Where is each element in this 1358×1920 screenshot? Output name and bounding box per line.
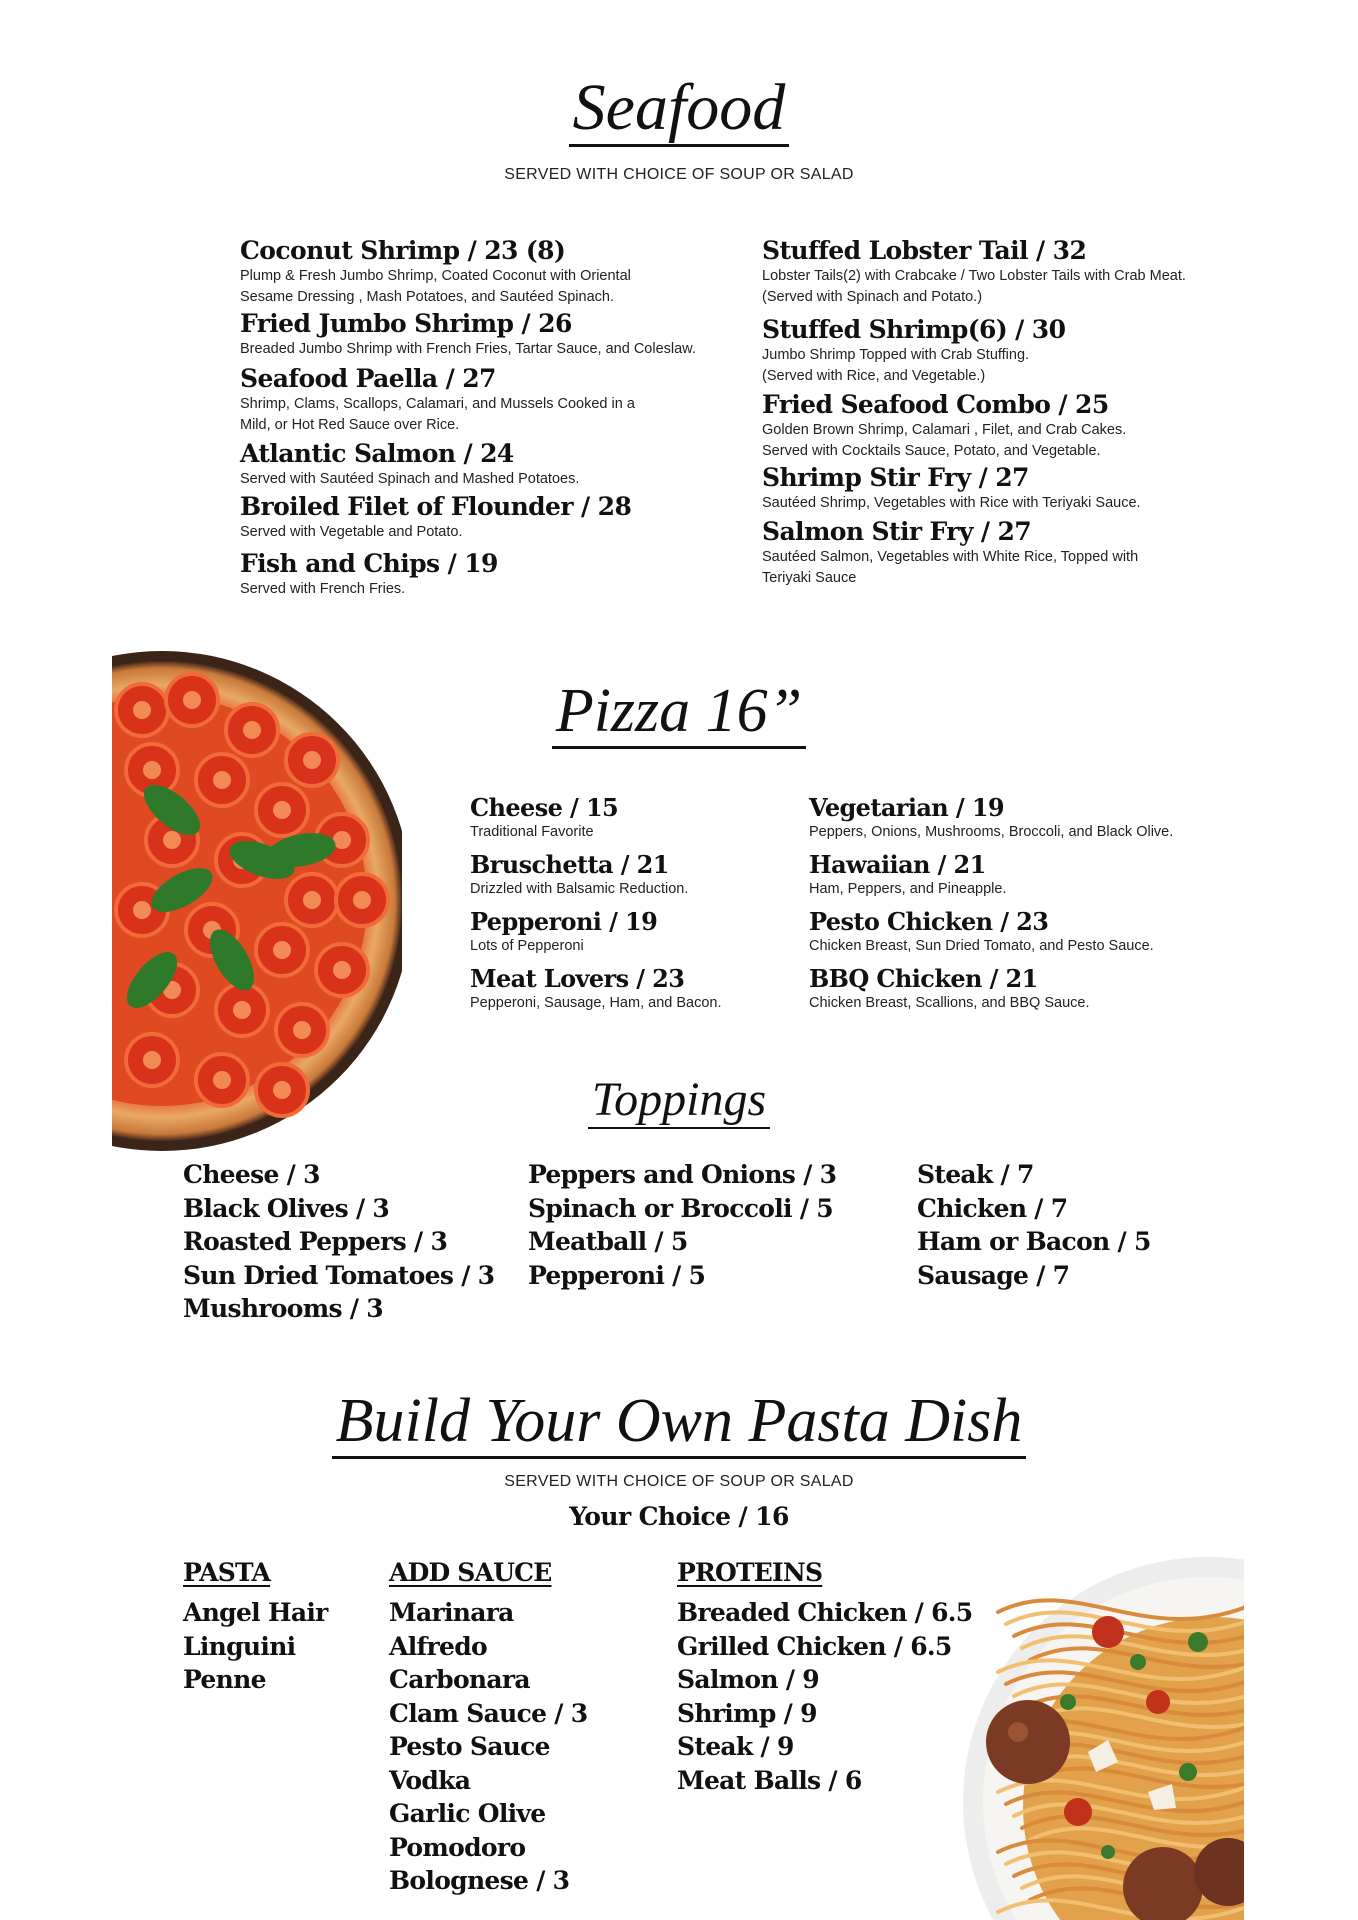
menu-item: [762, 390, 1262, 462]
pasta-subtitle: SERVED WITH CHOICE OF SOUP OR SALAD: [504, 1473, 854, 1490]
menu-item-description: Mild, or Hot Red Sauce over Rice.: [240, 417, 460, 433]
menu-item: [762, 236, 1262, 308]
menu-line: Black Olives / 3: [183, 1193, 390, 1223]
menu-item: [809, 850, 1229, 899]
menu-item-name: Fried Seafood Combo / 25: [762, 390, 1109, 419]
menu-line: Linguini: [183, 1631, 296, 1661]
toppings-column-3: [917, 1158, 1151, 1292]
menu-item-description: Lots of Pepperoni: [470, 938, 584, 954]
menu-line: Breaded Chicken / 6.5: [677, 1598, 973, 1627]
menu-line: Marinara: [389, 1598, 514, 1627]
pizza-title: [0, 676, 1358, 749]
menu-item-description: Breaded Jumbo Shrimp with French Fries, Tartar Sauce, and Coleslaw.: [240, 341, 696, 357]
sauce-heading: ADD SAUCE: [389, 1558, 552, 1587]
pasta-column: [183, 1556, 328, 1697]
proteins-column: [677, 1556, 973, 1797]
menu-item-name: Stuffed Lobster Tail / 32: [762, 236, 1087, 265]
menu-item-description: Chicken Breast, Scallions, and BBQ Sauce.: [809, 995, 1090, 1011]
menu-item-description: Sesame Dressing , Mash Potatoes, and Sautéed Spinach.: [240, 289, 614, 305]
menu-line: Ham or Bacon / 5: [917, 1227, 1151, 1256]
menu-item-name: Fish and Chips / 19: [240, 549, 498, 578]
menu-line: Steak / 9: [677, 1732, 794, 1761]
menu-item: [240, 439, 760, 490]
menu-item: [240, 492, 760, 543]
menu-line: Sun Dried Tomatoes / 3: [183, 1260, 495, 1290]
toppings-column-1: [183, 1158, 494, 1326]
menu-item-name: Bruschetta / 21: [470, 850, 669, 879]
menu-item-name: Atlantic Salmon / 24: [240, 439, 514, 468]
menu-item-name: Fried Jumbo Shrimp / 26: [240, 309, 572, 338]
pasta-price: Your Choice / 16: [569, 1502, 789, 1531]
menu-line: Penne: [183, 1665, 266, 1694]
menu-item-description: Golden Brown Shrimp, Calamari , Filet, and Crab Cakes.: [762, 422, 1127, 438]
sauce-column: [389, 1556, 587, 1898]
menu-item-description: Peppers, Onions, Mushrooms, Broccoli, and Black Olive.: [809, 824, 1174, 840]
menu-line: Carbonara: [389, 1665, 530, 1694]
menu-line: Bolognese / 3: [389, 1866, 570, 1895]
menu-line: Garlic Olive: [389, 1799, 546, 1828]
menu-line: Meat Balls / 6: [677, 1765, 862, 1795]
seafood-subtitle: SERVED WITH CHOICE OF SOUP OR SALAD: [504, 166, 854, 183]
menu-item: [240, 309, 760, 360]
menu-item-name: Salmon Stir Fry / 27: [762, 517, 1032, 546]
menu-item: [809, 907, 1229, 956]
menu-item: [470, 907, 790, 956]
menu-line: Pomodoro: [389, 1832, 526, 1862]
menu-item-description: Plump & Fresh Jumbo Shrimp, Coated Coconut with Oriental: [240, 268, 631, 284]
menu-item-description: Shrimp, Clams, Scallops, Calamari, and Mussels Cooked in a: [240, 396, 635, 412]
menu-line: Vodka: [389, 1765, 471, 1795]
menu-item-description: Traditional Favorite: [470, 824, 594, 840]
pizza-title-text: Pizza 16”: [552, 679, 806, 749]
menu-item-description: (Served with Spinach and Potato.): [762, 289, 983, 305]
menu-item-name: Hawaiian / 21: [809, 850, 986, 879]
pizza-right-column: [809, 793, 1229, 1013]
menu-item-name: Pesto Chicken / 23: [809, 907, 1049, 936]
menu-item: [240, 364, 760, 436]
menu-line: Grilled Chicken / 6.5: [677, 1631, 952, 1661]
proteins-heading: PROTEINS: [677, 1558, 823, 1587]
menu-item: [809, 793, 1229, 842]
menu-item-description: Chicken Breast, Sun Dried Tomato, and Pesto Sauce.: [809, 938, 1154, 954]
menu-item: [470, 793, 790, 842]
menu-item-name: Coconut Shrimp / 23 (8): [240, 236, 566, 265]
menu-item-description: Served with Sautéed Spinach and Mashed Potatoes.: [240, 471, 580, 487]
menu-item-description: Sautéed Shrimp, Vegetables with Rice with Teriyaki Sauce.: [762, 495, 1141, 511]
menu-line: Shrimp / 9: [677, 1698, 817, 1728]
menu-item-description: Pepperoni, Sausage, Ham, and Bacon.: [470, 995, 722, 1011]
menu-item-name: Shrimp Stir Fry / 27: [762, 463, 1029, 492]
menu-item-name: Seafood Paella / 27: [240, 364, 496, 393]
menu-item: [470, 850, 790, 899]
menu-line: Angel Hair: [183, 1598, 328, 1627]
pizza-left-column: [470, 793, 790, 1013]
menu-line: Peppers and Onions / 3: [528, 1160, 837, 1189]
menu-item-name: Broiled Filet of Flounder / 28: [240, 492, 632, 521]
menu-item-description: Served with Cocktails Sauce, Potato, and Vegetable.: [762, 443, 1101, 459]
menu-item: [240, 236, 760, 308]
menu-item-name: Pepperoni / 19: [470, 907, 658, 936]
menu-line: Alfredo: [389, 1631, 487, 1661]
menu-line: Clam Sauce / 3: [389, 1698, 588, 1728]
menu-line: Pepperoni / 5: [528, 1260, 706, 1290]
toppings-column-2: [528, 1158, 836, 1292]
menu-line: Mushrooms / 3: [183, 1294, 383, 1323]
menu-item-name: Meat Lovers / 23: [470, 964, 685, 993]
menu-item-name: Vegetarian / 19: [809, 793, 1005, 822]
menu-line: Chicken / 7: [917, 1193, 1068, 1223]
menu-item: [240, 549, 760, 600]
menu-line: Meatball / 5: [528, 1227, 688, 1256]
menu-item-description: Ham, Peppers, and Pineapple.: [809, 881, 1007, 897]
pasta-heading: PASTA: [183, 1558, 271, 1587]
seafood-right-column: [762, 236, 1262, 589]
spaghetti-meatballs-photo: [958, 1552, 1244, 1920]
toppings-title: [0, 1072, 1358, 1129]
menu-line: Spinach or Broccoli / 5: [528, 1193, 833, 1223]
seafood-left-column: [240, 236, 760, 600]
menu-item: [762, 315, 1262, 387]
menu-line: Roasted Peppers / 3: [183, 1227, 448, 1256]
pasta-title: [0, 1386, 1358, 1459]
menu-item-description: Teriyaki Sauce: [762, 570, 857, 586]
menu-item-description: Lobster Tails(2) with Crabcake / Two Lobster Tails with Crab Meat.: [762, 268, 1186, 284]
menu-line: Cheese / 3: [183, 1160, 320, 1189]
menu-item-description: Drizzled with Balsamic Reduction.: [470, 881, 689, 897]
seafood-title: [0, 70, 1358, 147]
menu-item-name: BBQ Chicken / 21: [809, 964, 1038, 993]
menu-line: Pesto Sauce: [389, 1732, 550, 1761]
menu-line: Steak / 7: [917, 1160, 1034, 1189]
menu-item-description: (Served with Rice, and Vegetable.): [762, 368, 986, 384]
menu-item-name: Cheese / 15: [470, 793, 619, 822]
menu-item: [762, 463, 1262, 514]
seafood-title-text: Seafood: [569, 73, 790, 147]
menu-item-description: Sautéed Salmon, Vegetables with White Rice, Topped with: [762, 549, 1139, 565]
pasta-title-text: Build Your Own Pasta Dish: [332, 1389, 1027, 1459]
menu-item: [809, 964, 1229, 1013]
menu-item: [762, 517, 1262, 589]
menu-item-description: Served with French Fries.: [240, 581, 406, 597]
menu-line: Sausage / 7: [917, 1260, 1070, 1290]
menu-item-description: Served with Vegetable and Potato.: [240, 524, 463, 540]
menu-line: Salmon / 9: [677, 1665, 819, 1694]
toppings-title-text: Toppings: [588, 1075, 770, 1129]
menu-item-name: Stuffed Shrimp(6) / 30: [762, 315, 1066, 344]
menu-item: [470, 964, 790, 1013]
menu-item-description: Jumbo Shrimp Topped with Crab Stuffing.: [762, 347, 1030, 363]
